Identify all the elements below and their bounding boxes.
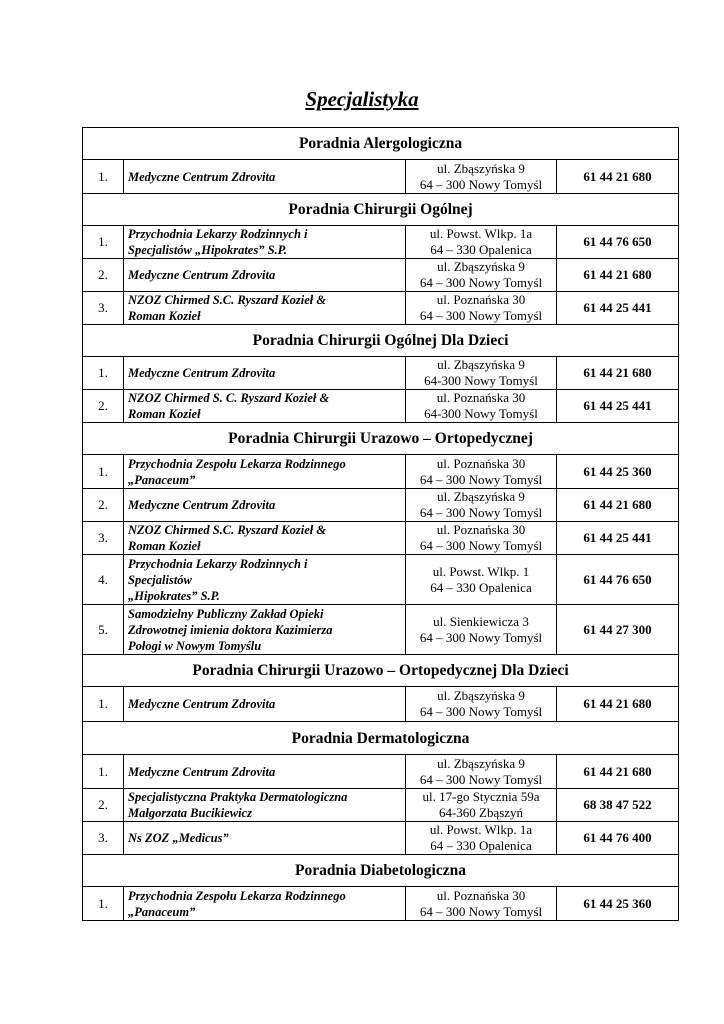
clinic-address <box>406 455 557 489</box>
address-street: ul. Zbąszyńska 9 <box>437 489 525 504</box>
address-street: ul. Powst. Wlkp. 1a <box>429 226 533 241</box>
clinic-name: NZOZ Chirmed S. C. Ryszard Kozieł & Roman Kozieł <box>124 390 406 423</box>
clinic-name: Medyczne Centrum Zdrovita <box>124 160 406 194</box>
entry-number: 3. <box>83 522 124 555</box>
clinic-phone: 61 44 21 680 <box>557 357 679 390</box>
clinic-phone: 61 44 25 360 <box>557 887 679 921</box>
section-header-row <box>83 194 679 226</box>
entry-number: 2. <box>83 390 124 423</box>
clinic-address <box>406 789 557 822</box>
clinic-name: Medyczne Centrum Zdrovita <box>124 259 406 292</box>
address-city: 64 – 300 Nowy Tomyśl <box>419 471 543 487</box>
entry-number: 3. <box>83 822 124 855</box>
address-city: 64 – 300 Nowy Tomyśl <box>419 903 543 919</box>
clinic-address <box>406 259 557 292</box>
section-header-row <box>83 855 679 887</box>
address-city: 64 – 300 Nowy Tomyśl <box>419 505 543 520</box>
address-city: 64 – 300 Nowy Tomyśl <box>419 308 543 323</box>
table-row <box>83 687 679 722</box>
clinic-phone: 61 44 25 360 <box>557 455 679 489</box>
entry-number: 1. <box>83 160 124 194</box>
clinic-address <box>406 605 557 655</box>
clinic-phone: 61 44 76 650 <box>557 226 679 259</box>
clinic-name: Samodzielny Publiczny Zakład Opieki Zdrowotnej imienia doktora Kazimierza Połogi w Nowym Tomyślu <box>124 605 406 655</box>
clinic-name: Przychodnia Lekarzy Rodzinnych i Specjalistów „Hipokrates” S.P. <box>124 555 406 605</box>
clinic-name: NZOZ Chirmed S.C. Ryszard Kozieł & Roman Kozieł <box>124 292 406 325</box>
section-title: Poradnia Chirurgii Urazowo – Ortopedycznej <box>83 423 679 455</box>
address-street: ul. Zbąszyńska 9 <box>437 755 525 771</box>
clinic-name: Medyczne Centrum Zdrovita <box>124 755 406 789</box>
entry-number: 4. <box>83 555 124 605</box>
address-street: ul. Zbąszyńska 9 <box>437 259 525 274</box>
entry-number: 1. <box>83 226 124 259</box>
address-city: 64 – 300 Nowy Tomyśl <box>419 771 543 787</box>
clinic-phone: 61 44 21 680 <box>557 755 679 789</box>
address-street: ul. Poznańska 30 <box>436 522 526 537</box>
clinic-address <box>406 555 557 605</box>
address-city: 64 – 300 Nowy Tomyśl <box>419 704 543 719</box>
table-row <box>83 789 679 822</box>
entry-number: 2. <box>83 489 124 522</box>
clinic-name: Ns ZOZ „Medicus” <box>124 822 406 855</box>
clinic-phone: 61 44 27 300 <box>557 605 679 655</box>
clinic-address <box>406 226 557 259</box>
address-city: 64 – 300 Nowy Tomyśl <box>419 538 543 553</box>
clinic-address <box>406 489 557 522</box>
table-row <box>83 455 679 489</box>
entry-number: 5. <box>83 605 124 655</box>
clinic-phone: 61 44 21 680 <box>557 489 679 522</box>
address-city: 64-300 Nowy Tomyśl <box>424 406 538 421</box>
entry-number: 2. <box>83 259 124 292</box>
clinic-name: Medyczne Centrum Zdrovita <box>124 489 406 522</box>
address-city: 64 – 330 Opalenica <box>430 838 532 853</box>
address-street: ul. Poznańska 30 <box>436 390 526 405</box>
clinic-phone: 61 44 25 441 <box>557 522 679 555</box>
clinic-address <box>406 292 557 325</box>
clinic-address <box>406 160 557 194</box>
address-street: ul. Sienkiewicza 3 <box>433 613 529 629</box>
clinic-name: Specjalistyczna Praktyka Dermatologiczna Małgorzata Bucikiewicz <box>124 789 406 822</box>
address-city: 64-300 Nowy Tomyśl <box>424 373 538 388</box>
address-street: ul. 17-go Stycznia 59a <box>422 789 540 804</box>
entry-number: 2. <box>83 789 124 822</box>
clinic-address <box>406 357 557 390</box>
section-header-row <box>83 128 679 160</box>
address-street: ul. Poznańska 30 <box>436 292 526 307</box>
table-row <box>83 226 679 259</box>
address-street: ul. Zbąszyńska 9 <box>437 160 525 176</box>
clinic-address <box>406 522 557 555</box>
section-title: Poradnia Chirurgii Urazowo – Ortopedycznej Dla Dzieci <box>83 655 679 687</box>
address-city: 64 – 330 Opalenica <box>430 579 532 595</box>
table-row <box>83 292 679 325</box>
clinic-name: Przychodnia Zespołu Lekarza Rodzinnego „Panaceum” <box>124 887 406 921</box>
address-city: 64 – 300 Nowy Tomyśl <box>419 275 543 290</box>
section-title: Poradnia Alergologiczna <box>83 128 679 160</box>
entry-number: 1. <box>83 755 124 789</box>
table-row <box>83 822 679 855</box>
address-city: 64 – 300 Nowy Tomyśl <box>419 176 543 192</box>
table-row <box>83 522 679 555</box>
section-title: Poradnia Diabetologiczna <box>83 855 679 887</box>
address-street: ul. Powst. Wlkp. 1a <box>429 822 533 837</box>
entry-number: 3. <box>83 292 124 325</box>
clinic-phone: 61 44 76 650 <box>557 555 679 605</box>
clinic-name: Przychodnia Zespołu Lekarza Rodzinnego „Panaceum” <box>124 455 406 489</box>
address-city: 64-360 Zbąszyń <box>438 805 524 820</box>
address-street: ul. Poznańska 30 <box>436 887 526 903</box>
table-row <box>83 160 679 194</box>
table-row <box>83 887 679 921</box>
section-header-row <box>83 325 679 357</box>
table-row <box>83 390 679 423</box>
clinic-phone: 68 38 47 522 <box>557 789 679 822</box>
clinic-phone: 61 44 76 400 <box>557 822 679 855</box>
clinic-phone: 61 44 21 680 <box>557 160 679 194</box>
clinic-phone: 61 44 25 441 <box>557 390 679 423</box>
clinic-address <box>406 822 557 855</box>
table-row <box>83 605 679 655</box>
section-header-row <box>83 655 679 687</box>
clinic-address <box>406 687 557 722</box>
section-title: Poradnia Chirurgii Ogólnej Dla Dzieci <box>83 325 679 357</box>
address-city: 64 – 330 Opalenica <box>430 242 532 257</box>
clinic-name: NZOZ Chirmed S.C. Ryszard Kozieł & Roman Kozieł <box>124 522 406 555</box>
table-row <box>83 489 679 522</box>
clinic-phone: 61 44 25 441 <box>557 292 679 325</box>
specialist-clinics-table <box>82 127 679 921</box>
table-row <box>83 755 679 789</box>
table-row <box>83 259 679 292</box>
table-row <box>83 357 679 390</box>
clinic-phone: 61 44 21 680 <box>557 259 679 292</box>
address-street: ul. Powst. Wlkp. 1 <box>432 563 530 579</box>
section-title: Poradnia Dermatologiczna <box>83 722 679 755</box>
clinic-address <box>406 755 557 789</box>
entry-number: 1. <box>83 357 124 390</box>
section-title: Poradnia Chirurgii Ogólnej <box>83 194 679 226</box>
address-street: ul. Poznańska 30 <box>436 455 526 471</box>
entry-number: 1. <box>83 887 124 921</box>
page-title: Specjalistyka <box>305 87 419 111</box>
address-street: ul. Zbąszyńska 9 <box>437 357 525 372</box>
clinic-address <box>406 887 557 921</box>
clinic-phone: 61 44 21 680 <box>557 687 679 722</box>
entry-number: 1. <box>83 687 124 722</box>
table-row <box>83 555 679 605</box>
address-street: ul. Zbąszyńska 9 <box>437 688 525 703</box>
section-header-row <box>83 722 679 755</box>
section-header-row <box>83 423 679 455</box>
clinic-address <box>406 390 557 423</box>
clinic-name: Medyczne Centrum Zdrovita <box>124 357 406 390</box>
clinic-name: Przychodnia Lekarzy Rodzinnych i Specjalistów „Hipokrates” S.P. <box>124 226 406 259</box>
clinic-name: Medyczne Centrum Zdrovita <box>124 687 406 722</box>
address-city: 64 – 300 Nowy Tomyśl <box>419 629 543 645</box>
entry-number: 1. <box>83 455 124 489</box>
